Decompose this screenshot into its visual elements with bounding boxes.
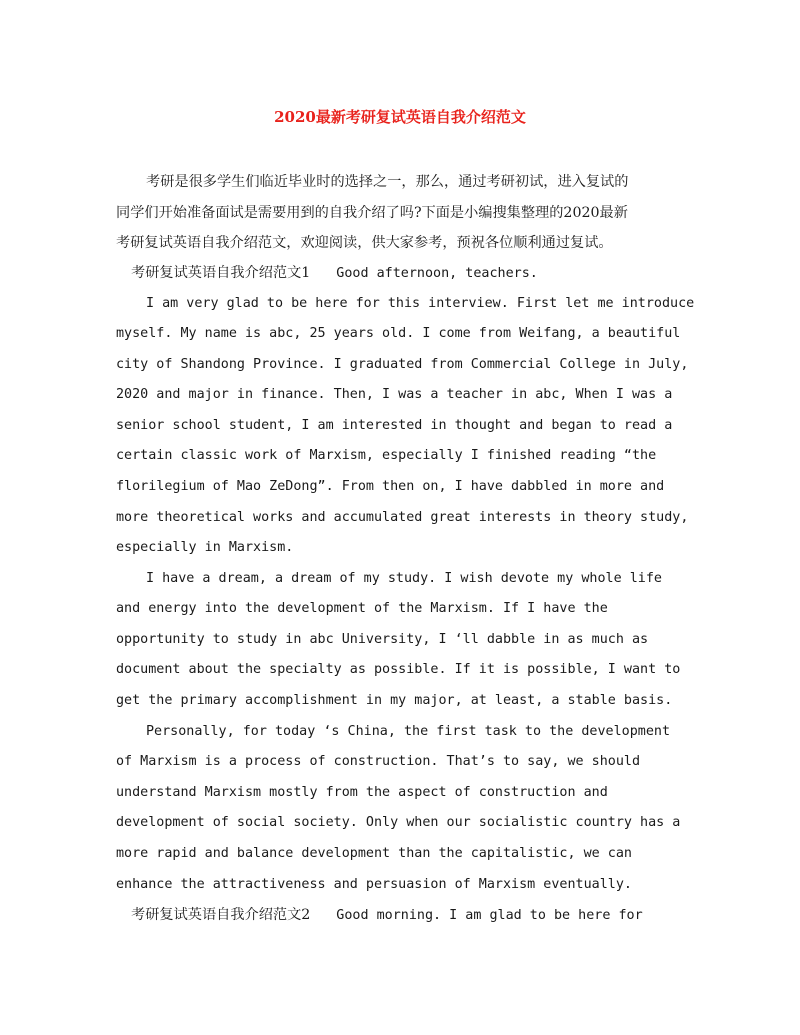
para2-line-2: and energy into the development of the Marxism. If I have the <box>116 601 608 616</box>
sample2-heading-line <box>131 905 643 926</box>
para1-line-4: 2020 and major in finance. Then, I was a teacher in abc, When I was a <box>116 387 673 402</box>
para3-line-2: of Marxism is a process of construction. That’s to say, we should <box>116 754 641 769</box>
para3-line-4: development of social society. Only when our socialistic country has a <box>116 815 681 830</box>
para1-line-2: myself. My name is abc, 25 years old. I come from Weifang, a beautiful <box>116 326 681 341</box>
document-title: 2020最新考研复试英语自我介绍范文 <box>274 108 526 126</box>
para1-line-8: more theoretical works and accumulated great interests in theory study, <box>116 510 689 525</box>
para1-line-7: florilegium of Mao ZeDong”. From then on, I have dabbled in more and <box>116 479 665 494</box>
para1-line-5: senior school student, I am interested in thought and began to read a <box>116 418 673 433</box>
para3-line-1: Personally, for today ‘s China, the first task to the development <box>146 724 671 739</box>
para3-line-5: more rapid and balance development than the capitalistic, we can <box>116 846 632 861</box>
intro-line-1: 考研是很多学生们临近毕业时的选择之一，那么，通过考研初试，进入复试的 <box>146 174 629 190</box>
para1-line-1: I am very glad to be here for this interview. First let me introduce <box>146 296 695 311</box>
sample1-greeting: Good afternoon, teachers. <box>336 266 538 281</box>
para1-line-9: especially in Marxism. <box>116 540 294 555</box>
para2-line-5: get the primary accomplishment in my major, at least, a stable basis. <box>116 693 673 708</box>
sample1-heading: 考研复试英语自我介绍范文1 <box>131 265 311 281</box>
para2-line-1: I have a dream, a dream of my study. I wish devote my whole life <box>146 571 662 586</box>
para2-line-3: opportunity to study in abc University, I ‘ll dabble in as much as <box>116 632 649 647</box>
intro-line-3: 考研复试英语自我介绍范文，欢迎阅读，供大家参考，预祝各位顺利通过复试。 <box>116 235 613 251</box>
sample1-heading-line <box>131 263 538 284</box>
para1-line-3: city of Shandong Province. I graduated from Commercial College in July, <box>116 357 689 372</box>
intro-line-2: 同学们开始准备面试是需要用到的自我介绍了吗?下面是小编搜集整理的2020最新 <box>116 205 628 221</box>
para3-line-3: understand Marxism mostly from the aspect of construction and <box>116 785 608 800</box>
para1-line-6: certain classic work of Marxism, especially I finished reading “the <box>116 448 657 463</box>
para2-line-4: document about the specialty as possible. If it is possible, I want to <box>116 662 681 677</box>
sample2-heading: 考研复试英语自我介绍范文2 <box>131 907 311 923</box>
para3-line-6: enhance the attractiveness and persuasion of Marxism eventually. <box>116 877 632 892</box>
sample2-greeting: Good morning. I am glad to be here for <box>336 908 643 923</box>
